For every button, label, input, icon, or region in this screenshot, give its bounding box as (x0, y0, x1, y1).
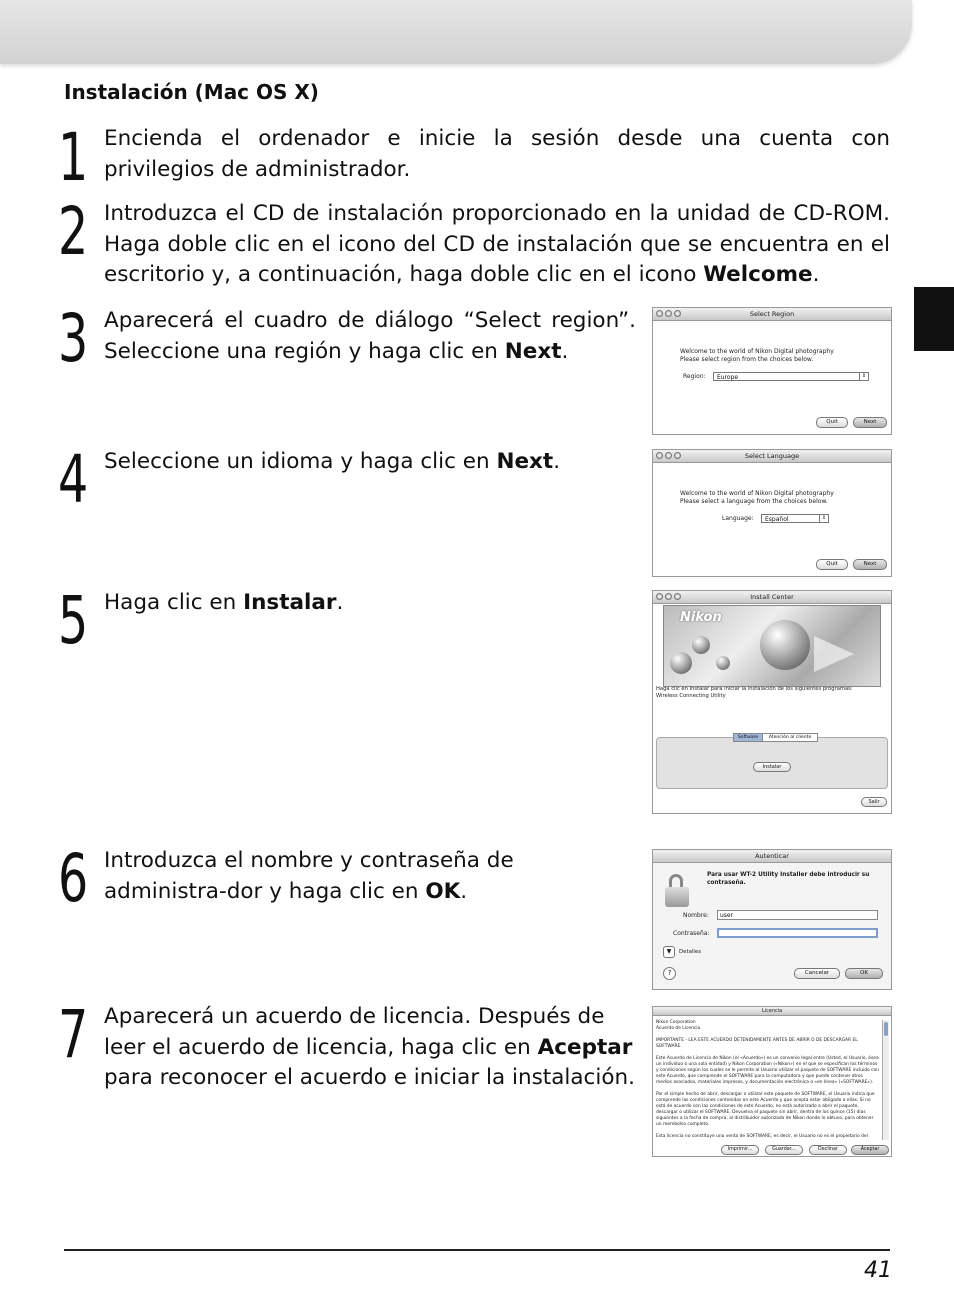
print-button[interactable]: Imprimir... (721, 1145, 759, 1155)
minimize-light-icon[interactable] (665, 452, 672, 459)
license-window (652, 1006, 892, 1157)
cancel-button[interactable]: Cancelar (794, 968, 840, 979)
window-titlebar (653, 591, 891, 604)
lock-icon (663, 874, 691, 910)
window-titlebar (653, 850, 891, 863)
step-number-2: 2 (58, 193, 89, 270)
language-label: Language: (722, 515, 754, 522)
step-text-2: Introduzca el CD de instalación proporcionado en la unidad de CD-ROM. Haga doble clic en el icono del CD de instalación que se encuentra en el escritorio y, a continuación, haga doble clic en el icono Welcome. (104, 201, 890, 287)
next-button[interactable]: Next (853, 559, 887, 570)
program-name: Wireless Connecting Utility (656, 693, 726, 699)
auth-message: Para usar WT-2 Utility Installer debe introducir su contraseña. (707, 872, 870, 886)
authenticate-window (652, 849, 892, 990)
footer-rule (64, 1249, 890, 1251)
license-scrollbar[interactable] (882, 1020, 889, 1140)
tab-software[interactable]: Software (733, 733, 763, 742)
sphere-icon (716, 656, 730, 670)
nikon-banner-image (663, 605, 881, 687)
close-light-icon[interactable] (656, 593, 663, 600)
sphere-icon (692, 636, 710, 654)
section-tab (914, 287, 954, 351)
quit-button[interactable]: Quit (816, 559, 848, 570)
section-heading: Instalación (Mac OS X) (64, 80, 319, 104)
close-light-icon[interactable] (656, 310, 663, 317)
step-text-3: Aparecerá el cuadro de diálogo “Select region”. Seleccione una región y haga clic en Next. (104, 308, 636, 364)
step-text-5: Haga clic en Instalar. (104, 590, 344, 615)
nikon-logo: Nikon (680, 610, 722, 625)
instruction-line: Please select a language from the choices below. (680, 498, 828, 505)
exit-button[interactable]: Salir (861, 797, 887, 807)
zoom-light-icon[interactable] (674, 593, 681, 600)
step-number-4: 4 (58, 441, 89, 518)
name-field[interactable]: user (717, 910, 878, 920)
step-text-6: Introduzca el nombre y contraseña de administra-dor y haga clic en OK. (104, 848, 514, 904)
next-button[interactable]: Next (853, 417, 887, 428)
window-title: Select Region (749, 310, 795, 318)
zoom-light-icon[interactable] (674, 310, 681, 317)
header-band (0, 0, 912, 64)
password-field[interactable] (717, 928, 878, 938)
arrow-icon (814, 636, 854, 672)
step-number-5: 5 (58, 582, 89, 659)
install-instruction: Haga clic en Instalar para iniciar la instalación de los siguientes programas: (656, 686, 853, 692)
window-title: Licencia (761, 1008, 783, 1014)
disclosure-triangle-icon[interactable]: ▼ (663, 946, 675, 958)
page-number: 41 (864, 1258, 892, 1283)
window-titlebar (653, 450, 891, 463)
zoom-light-icon[interactable] (674, 452, 681, 459)
step-number-1: 1 (58, 119, 89, 196)
window-title: Autenticar (755, 852, 789, 860)
select-arrows-icon: ⇕ (859, 373, 868, 380)
select-arrows-icon: ⇕ (819, 515, 828, 522)
region-select[interactable]: Europe ⇕ (713, 372, 869, 381)
window-title: Install Center (750, 593, 794, 601)
minimize-light-icon[interactable] (665, 593, 672, 600)
scroll-thumb[interactable] (884, 1022, 888, 1036)
step-number-6: 6 (58, 840, 89, 917)
window-titlebar (653, 1007, 891, 1016)
region-label: Region: (683, 373, 706, 380)
tab-support[interactable]: Atención al cliente (762, 733, 818, 742)
save-button[interactable]: Guardar... (765, 1145, 803, 1155)
install-button[interactable]: Instalar (753, 762, 791, 772)
step-text-7: Aparecerá un acuerdo de licencia. Después de leer el acuerdo de licencia, haga clic en Aceptar para reconocer el acuerdo e iniciar la instalación. (104, 1004, 635, 1090)
name-label: Nombre: (683, 912, 709, 919)
window-titlebar (653, 308, 891, 321)
instruction-line: Please select region from the choices below. (680, 356, 814, 363)
close-light-icon[interactable] (656, 452, 663, 459)
sphere-icon (670, 652, 692, 674)
step-number-7: 7 (58, 996, 89, 1073)
install-center-window (652, 590, 892, 814)
select-region-window (652, 307, 892, 435)
decline-button[interactable]: Declinar (809, 1145, 847, 1155)
password-label: Contraseña: (673, 930, 710, 937)
language-select[interactable]: Español ⇕ (761, 514, 829, 523)
welcome-line: Welcome to the world of Nikon Digital photography (680, 490, 834, 497)
details-label[interactable]: Detalles (679, 949, 702, 955)
select-language-window (652, 449, 892, 577)
globe-icon (760, 620, 810, 670)
quit-button[interactable]: Quit (816, 417, 848, 428)
window-title: Select Language (744, 452, 800, 460)
ok-button[interactable]: OK (845, 968, 883, 979)
accept-button[interactable]: Aceptar (851, 1145, 889, 1155)
license-text: Nikon Corporation Acuerdo de Licencia IMPORTANTE - LEA ESTE ACUERDO DETENIDAMENTE ANTES DE ABRIR O DE DESCARGAR EL SOFTWARE. Este Acuerdo de Licencia de Nikon (el «Acuerdo») es un convenio legal entre (Usted, el Usuario, ésea un individuo o una sola entidad) y Nikon Corporation («Nikon») en el que se especifican los términos y condiciones según los cuales se le permite al Usuario utilizar el paquete de SOFTWARE incluido con este Acuerdo, que comprende el SOFTWARE para la computadora y que puede contener otros medios asociados, materiales impresos, y documentación electrónica o «en línea» («SOFTWARE»). Por el simple hecho de abrir, descargar o utilizar este paquete de SOFTWARE, el Usuario indica que comprende las condiciones contenidas en este Acuerdo y que acepta estar obligado a ellas. Si no está de acuerdo con las condiciones de este Acuerdo, no está autorizado a abrir el paquete, descargar o utilizar el SOFTWARE. Devuelva el paquete sin abrir, dentro de los quince (15) días siguientes a la fecha de compra, al distribuidor autorizado de Nikon donde lo obtuvo, para obtener un reembolso completo. Esta licencia no constituye una venta de SOFTWARE, es decir, el Usuario no es el propietario del (656, 1020, 880, 1139)
welcome-line: Welcome to the world of Nikon Digital photography (680, 348, 834, 355)
install-panel (656, 737, 888, 789)
step-number-3: 3 (58, 300, 89, 377)
step-text-1: Encienda el ordenador e inicie la sesión desde una cuenta con privilegios de administrador. (104, 126, 890, 182)
help-icon[interactable]: ? (663, 967, 676, 980)
minimize-light-icon[interactable] (665, 310, 672, 317)
step-text-4: Seleccione un idioma y haga clic en Next. (104, 449, 561, 474)
